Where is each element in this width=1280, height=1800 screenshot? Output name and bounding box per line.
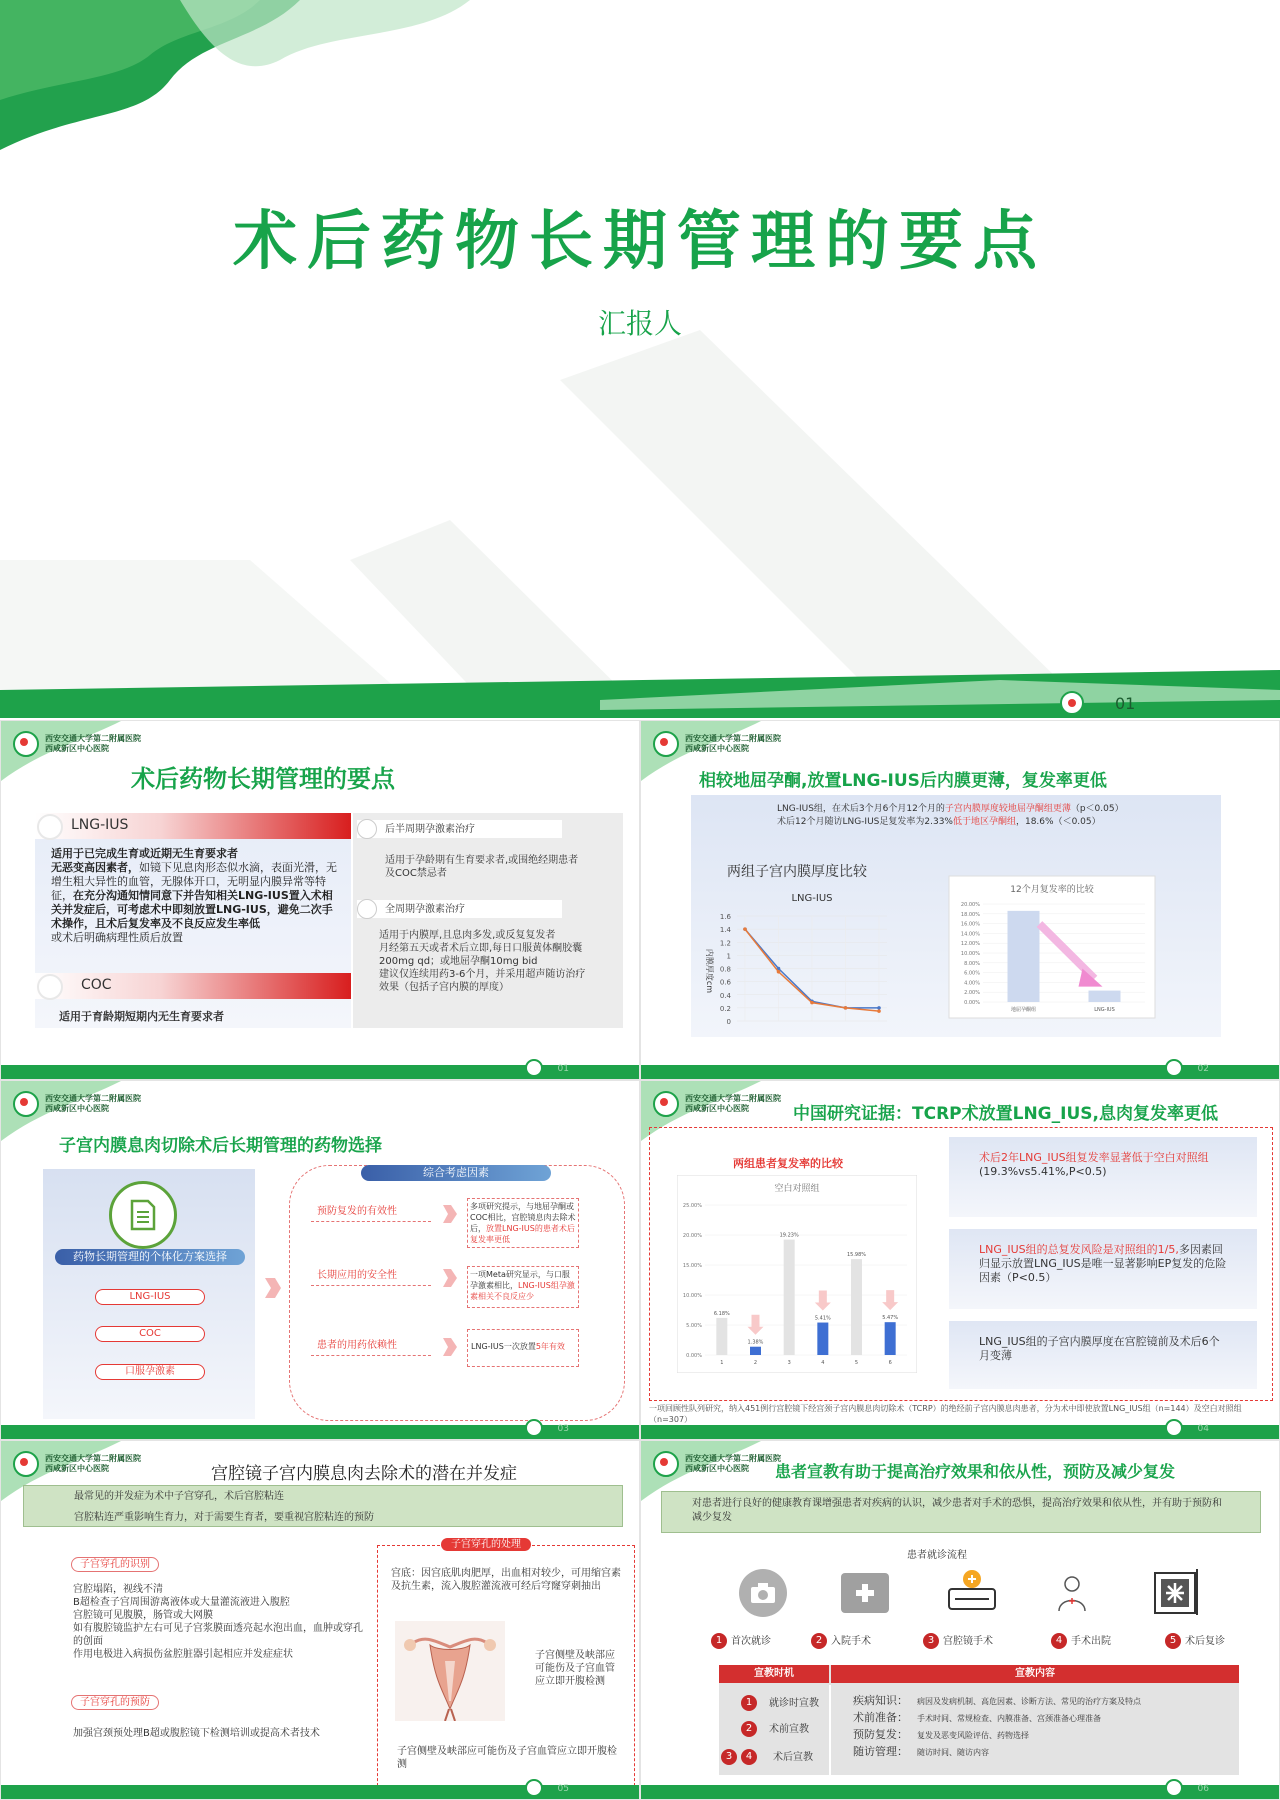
flow-title: 患者就诊流程 bbox=[907, 1550, 967, 1561]
hospital-logo bbox=[653, 731, 781, 757]
step-2-num: 2 bbox=[811, 1633, 827, 1649]
slide-4-page: 04 bbox=[1197, 1424, 1209, 1434]
line-chart-ytick: 1.6 bbox=[719, 913, 731, 921]
r1-text: 适用于孕龄期有生育要求者,或围绝经期患者及COC禁忌者 bbox=[385, 855, 579, 879]
bar2-xtick: 2 bbox=[753, 1360, 758, 1366]
bar2-chart-title: 空白对照组 bbox=[774, 1184, 820, 1194]
line-point bbox=[877, 1009, 881, 1013]
recurrence-rate-chart bbox=[677, 1175, 917, 1373]
s4-footnote: 一项回顾性队列研究，纳入451例行宫腔镜下经宫颈子宫内膜息肉切除术（TCRP）的绝经前子宫内膜息肉患者，分为术中即使放置LNG_IUS组（n=144）及空白对照组（n=307） bbox=[649, 1404, 1242, 1424]
content-row-1 bbox=[853, 1693, 1233, 1710]
factor-2-label: 长期应用的安全性 bbox=[317, 1270, 397, 1281]
time-3 bbox=[721, 1749, 813, 1765]
doctor-icon bbox=[1055, 1573, 1089, 1613]
bar2-bar bbox=[817, 1323, 828, 1355]
slide-2 bbox=[640, 720, 1280, 1080]
bar1-ytick: 10.00% bbox=[960, 951, 980, 957]
factor-2-desc-b: LNG-IUS组孕激素相关不良反应少 bbox=[470, 1281, 575, 1301]
r2-text bbox=[379, 929, 589, 994]
s5-banner2: 宫腔粘连严重影响生育力，对于需要生育者，要重视宫腔粘连的预防 bbox=[74, 1512, 374, 1523]
treat-bottom: 子宫侧壁及峡部应可能伤及子宫血管应立即开腹检测 bbox=[397, 1746, 617, 1770]
hospital-seal-icon bbox=[653, 731, 679, 757]
lng-b1: 适用于已完成生育或近期无生育要求者 bbox=[51, 847, 238, 860]
document-icon bbox=[109, 1181, 177, 1249]
line-point bbox=[810, 1001, 814, 1005]
factor-3-desc bbox=[467, 1329, 579, 1367]
hospital-name-2: 西咸新区中心医院 bbox=[45, 1464, 109, 1473]
step-1-label: 首次就诊 bbox=[731, 1635, 771, 1647]
line-point bbox=[844, 1006, 848, 1010]
slide-1-page: 01 bbox=[557, 1064, 569, 1074]
content-label-1: 疾病知识： bbox=[853, 1694, 908, 1707]
arrow-right-icon bbox=[441, 1334, 459, 1360]
hospital-seal-icon bbox=[13, 731, 39, 757]
footer-logo-icon bbox=[525, 1419, 543, 1437]
bar2-data-label: 15.98% bbox=[846, 1252, 867, 1259]
s2-note2b: 低于地区孕酮组 bbox=[952, 817, 1016, 827]
bar2-data-label: 1.38% bbox=[747, 1339, 764, 1346]
factor-2-desc-a: 一项Meta研究显示，与口服孕激素相比， bbox=[470, 1270, 570, 1290]
hospital-name-1: 西安交通大学第二附属医院 bbox=[45, 1454, 141, 1463]
prev-text: 加强宫颈预处理B超或腹腔镜下检测培训或提高术者技术 bbox=[73, 1728, 320, 1739]
id-item-1: 宫腔塌陷，视线不清 bbox=[73, 1584, 163, 1595]
content-label-3: 预防复发： bbox=[853, 1728, 908, 1741]
recurrence-bar-chart bbox=[931, 874, 1171, 1019]
bar2-xtick: 1 bbox=[720, 1360, 724, 1366]
s2-chart-heading: 两组子宫内膜厚度比较 bbox=[727, 864, 867, 880]
line-chart-ytick: 1 bbox=[726, 952, 731, 961]
slide-5-title: 宫腔镜子宫内膜息肉去除术的潜在并发症 bbox=[211, 1464, 517, 1484]
slide-3-title: 子宫内膜息肉切除术后长期管理的药物选择 bbox=[59, 1136, 382, 1156]
bar1-ytick: 20.00% bbox=[960, 902, 980, 908]
plan-label: 药物长期管理的个体化方案选择 bbox=[55, 1249, 245, 1265]
step-1-num: 1 bbox=[711, 1633, 727, 1649]
step-4-label: 手术出院 bbox=[1071, 1635, 1111, 1647]
hospital-seal-icon bbox=[13, 1451, 39, 1477]
step-4 bbox=[1051, 1633, 1111, 1649]
finding-2a: LNG_IUS组的总复发风险是对照组的1/5, bbox=[979, 1243, 1179, 1256]
lng-ius-text bbox=[51, 847, 341, 945]
s2-note1b: 子宫内膜厚度较地屈孕酮组更薄 bbox=[944, 804, 1071, 814]
bar2-ytick: 25.00% bbox=[682, 1203, 702, 1209]
content-text-4: 随访时间、随访内容 bbox=[917, 1748, 989, 1757]
r2-circle bbox=[357, 899, 377, 919]
bar2-xtick: 3 bbox=[787, 1360, 791, 1366]
bar2-data-label: 5.47% bbox=[882, 1315, 899, 1322]
content-row-2 bbox=[853, 1710, 1233, 1727]
step-2-icon bbox=[841, 1573, 889, 1613]
s5-banner1: 最常见的并发症为术中子宫穿孔，术后宫腔粘连 bbox=[74, 1491, 284, 1502]
id-list bbox=[73, 1583, 363, 1661]
s6-intro: 对患者进行良好的健康教育课增强患者对疾病的认识，减少患者对手术的恐惧，提高治疗效果和依从性，并有助于预防和减少复发 bbox=[661, 1491, 1261, 1533]
content-label-4: 随访管理： bbox=[853, 1745, 908, 1758]
coc-text: 适用于育龄期短期内无生育要求者 bbox=[59, 1010, 224, 1023]
bar1-ytick: 12.00% bbox=[960, 941, 980, 948]
time-2-label: 术前宣教 bbox=[769, 1723, 809, 1735]
hospital-logo bbox=[13, 731, 141, 757]
slide-6-title: 患者宣教有助于提高治疗效果和依从性，预防及减少复发 bbox=[775, 1462, 1176, 1481]
line-point bbox=[777, 970, 781, 974]
bar2-bar bbox=[885, 1322, 896, 1355]
bar1-ytick: 16.00% bbox=[960, 921, 980, 928]
slide-4 bbox=[640, 1080, 1280, 1440]
time-3-label: 术后宣教 bbox=[773, 1751, 813, 1763]
camera-icon bbox=[750, 1582, 776, 1604]
hospital-logo bbox=[13, 1451, 141, 1477]
s2-note1a: LNG-IUS组，在术后3个月6个月12个月的 bbox=[777, 804, 945, 814]
hospital-name-1: 西安交通大学第二附属医院 bbox=[685, 1094, 781, 1103]
cover-page-number: 01 bbox=[1115, 694, 1136, 713]
slide-3-footer bbox=[1, 1425, 639, 1439]
lng-t2: 如镜下见息肉形态似水滴，表面光滑，无增生粗大异性的血管，无腺体开口，无明显内膜异常等特征， bbox=[51, 861, 337, 902]
factor-1-label: 预防复发的有效性 bbox=[317, 1206, 397, 1217]
step-3-label: 宫腔镜手术 bbox=[943, 1635, 993, 1647]
hospital-name-2: 西咸新区中心医院 bbox=[685, 1104, 749, 1113]
step-1-icon bbox=[739, 1569, 787, 1617]
factor-2-line bbox=[311, 1285, 431, 1286]
factor-1-line bbox=[311, 1221, 431, 1222]
content-row-4 bbox=[853, 1744, 1233, 1761]
time-3-num-a: 3 bbox=[721, 1749, 737, 1765]
bar2-ytick: 5.00% bbox=[686, 1323, 702, 1329]
slide-1-title: 术后药物长期管理的要点 bbox=[131, 765, 395, 793]
r1-label: 后半周期孕激素治疗 bbox=[385, 824, 475, 835]
bar1-ytick: 14.00% bbox=[960, 931, 980, 938]
factor-3-desc-a: LNG-IUS一次放置 bbox=[471, 1342, 536, 1351]
line-point bbox=[743, 927, 747, 931]
step-3 bbox=[923, 1633, 993, 1649]
right-panel bbox=[353, 813, 623, 1028]
factor-1-desc-b: 放置LNG-IUS的患者术后复发率更低 bbox=[470, 1224, 575, 1244]
prev-label: 子宫穿孔的预防 bbox=[71, 1695, 159, 1710]
step-4-icon bbox=[1055, 1573, 1089, 1613]
opt-oral: 口服孕激素 bbox=[95, 1364, 205, 1380]
step-5-num: 5 bbox=[1165, 1633, 1181, 1649]
line-chart-ytick: 0.8 bbox=[719, 965, 731, 974]
opt-coc: COC bbox=[95, 1326, 205, 1342]
coc-label: COC bbox=[81, 977, 112, 993]
bar1-ytick: 18.00% bbox=[960, 911, 980, 918]
slide-1-footer bbox=[1, 1065, 639, 1079]
finding-2b: 多因素回归显示放置LNG_IUS是唯一显著影响EP复发的危险因素（P<0.5） bbox=[979, 1243, 1227, 1284]
factor-1-desc bbox=[467, 1198, 579, 1248]
arrow-right-icon bbox=[263, 1273, 283, 1303]
cover-title: 术后药物长期管理的要点 bbox=[233, 205, 1047, 279]
r2-text1: 适用于内膜厚,且息肉多发,或反复复发者 bbox=[379, 930, 556, 941]
s2-note2c: ，18.6%（＜0.05） bbox=[1015, 817, 1101, 827]
bar2-bar bbox=[851, 1259, 862, 1355]
bar1-xtick: 地屈孕酮组 bbox=[1010, 1007, 1037, 1013]
slide-1 bbox=[0, 720, 640, 1080]
hospital-logo bbox=[653, 1091, 781, 1117]
bar2-ytick: 15.00% bbox=[682, 1263, 702, 1269]
finding-1b: (19.3%vs5.41%,P<0.5) bbox=[979, 1165, 1107, 1178]
factor-2-desc bbox=[467, 1266, 579, 1308]
bar1-xtick: LNG-IUS bbox=[1094, 1007, 1115, 1013]
slide-5 bbox=[0, 1440, 640, 1800]
treat-label: 子宫穿孔的处理 bbox=[441, 1538, 531, 1551]
s2-note bbox=[777, 803, 1217, 829]
bar2-chart-frame bbox=[677, 1175, 917, 1373]
bar2-xtick: 6 bbox=[888, 1360, 892, 1366]
time-3-num-b: 4 bbox=[741, 1749, 757, 1765]
time-2 bbox=[741, 1721, 809, 1737]
bar2-data-label: 19.23% bbox=[779, 1232, 799, 1239]
hospital-logo bbox=[653, 1451, 781, 1477]
slide-6-footer bbox=[641, 1785, 1279, 1799]
treat-text: 宫底：因宫底肌肉肥厚，出血相对较少，可用缩宫素及抗生素，流入腹腔灌流液可经后穹窿穿刺抽出 bbox=[391, 1568, 621, 1592]
step-2 bbox=[811, 1633, 871, 1649]
line-chart-ytick: 0.6 bbox=[719, 978, 731, 987]
factor-1-desc-a: 多项研究提示，与地屈孕酮或COC相比，宫腔镜息肉去除术后， bbox=[470, 1202, 576, 1233]
r2-label: 全周期孕激素治疗 bbox=[385, 904, 465, 915]
hospital-icon bbox=[1151, 1567, 1201, 1617]
treat-side: 子宫侧壁及峡部应可能伤及子宫血管应立即开腹检测 bbox=[535, 1650, 615, 1687]
factor-3-desc-b: 5年有效 bbox=[535, 1342, 565, 1351]
hospital-name-1: 西安交通大学第二附属医院 bbox=[685, 734, 781, 743]
step-3-num: 3 bbox=[923, 1633, 939, 1649]
slide-2-title: 相较地屈孕酮,放置LNG-IUS后内膜更薄，复发率更低 bbox=[699, 771, 1107, 791]
bar2-data-label: 6.18% bbox=[713, 1310, 730, 1317]
cover-decoration bbox=[0, 0, 1280, 718]
slide-6-page: 06 bbox=[1197, 1784, 1209, 1794]
s2-note1c: （p＜0.05） bbox=[1070, 804, 1124, 814]
finding-1a: 术后2年LNG_IUS组复发率显著低于空白对照组 bbox=[979, 1151, 1209, 1164]
s2-note2 bbox=[777, 816, 1217, 829]
s2-note1 bbox=[777, 803, 1217, 816]
content-label-2: 术前准备： bbox=[853, 1711, 908, 1724]
content-text-1: 病因及发病机制、高危因素、诊断方法、常见的治疗方案及特点 bbox=[917, 1697, 1141, 1706]
bar2-ytick: 0.00% bbox=[686, 1353, 702, 1359]
r2-text2: 月经第五天或者术后立即,每日口服黄体酮胶囊200mg qd；或地屈孕酮10mg bid bbox=[379, 943, 583, 967]
footer-logo-icon bbox=[1165, 1419, 1183, 1437]
time-1-num: 1 bbox=[741, 1695, 757, 1711]
bar1-ytick: 8.00% bbox=[964, 960, 980, 967]
content-row-3 bbox=[853, 1727, 1233, 1744]
step-5-icon bbox=[1151, 1567, 1201, 1617]
lng-b3: 在充分沟通知情同意下并告知相关LNG-IUS置入术相关并发症后，可考虑术中即刻放置LNG-IUS，避免二次手术操作，且术后复发率及不良反应发生率低 bbox=[51, 889, 333, 930]
id-label: 子宫穿孔的识别 bbox=[71, 1557, 159, 1572]
bar2-ytick: 20.00% bbox=[682, 1233, 702, 1239]
opt-lng: LNG-IUS bbox=[95, 1289, 205, 1305]
content-text-2: 手术时间、常规检查、内膜准备、宫颈准备心理准备 bbox=[917, 1714, 1101, 1723]
factor-3-label: 患者的用药依赖性 bbox=[317, 1340, 397, 1351]
line-chart-ytick: 1.4 bbox=[719, 926, 731, 935]
hospital-name-2: 西咸新区中心医院 bbox=[45, 1104, 109, 1113]
hospital-name-2: 西咸新区中心医院 bbox=[45, 744, 109, 753]
footer-logo-icon bbox=[525, 1779, 543, 1797]
step-2-label: 入院手术 bbox=[831, 1635, 871, 1647]
lng-ius-label: LNG-IUS bbox=[71, 817, 129, 833]
step-3-icon bbox=[947, 1569, 997, 1617]
line-chart-title: LNG-IUS bbox=[791, 893, 833, 904]
slide-6 bbox=[640, 1440, 1280, 1800]
edu-divider bbox=[829, 1685, 831, 1775]
edu-th1: 宣教时机 bbox=[719, 1665, 829, 1683]
hospital-name-2: 西咸新区中心医院 bbox=[685, 1464, 749, 1473]
line-point bbox=[877, 1006, 881, 1010]
id-item-4: 如有腹腔镜监护左右可见子宫浆膜面透亮起水泡出血，血肿或穿孔的创面 bbox=[73, 1623, 363, 1647]
finding-2 bbox=[949, 1229, 1257, 1309]
bar2-bar bbox=[784, 1240, 795, 1355]
slide-5-page: 05 bbox=[557, 1784, 569, 1794]
slide-2-footer bbox=[641, 1065, 1279, 1079]
finding-3: LNG_IUS组的子宫内膜厚度在宫腔镜前及术后6个月变薄 bbox=[949, 1321, 1257, 1389]
time-2-num: 2 bbox=[741, 1721, 757, 1737]
slide-3-page: 03 bbox=[557, 1424, 569, 1434]
factor-header: 综合考虑因素 bbox=[361, 1165, 551, 1181]
hospital-logo bbox=[13, 1091, 141, 1117]
step-4-num: 4 bbox=[1051, 1633, 1067, 1649]
hospital-name-2: 西咸新区中心医院 bbox=[685, 744, 749, 753]
slide-4-title: 中国研究证据：TCRP术放置LNG_IUS,息肉复发率更低 bbox=[793, 1104, 1218, 1124]
time-1 bbox=[741, 1695, 819, 1711]
time-1-label: 就诊时宣教 bbox=[769, 1697, 819, 1709]
lng-b2: 无恶变高因素者， bbox=[51, 861, 139, 874]
step-5 bbox=[1165, 1633, 1225, 1649]
coc-circle bbox=[37, 974, 63, 1000]
r2-text3: 建议仅连续用药3-6个月，并采用超声随访治疗效果（包括子宫内膜的厚度） bbox=[379, 969, 586, 993]
line-chart-ytick: 1.2 bbox=[719, 939, 731, 948]
s5-banner bbox=[23, 1485, 623, 1527]
cover-subtitle: 汇报人 bbox=[597, 307, 682, 340]
surgery-device-icon bbox=[947, 1569, 997, 1617]
hospital-name-1: 西安交通大学第二附属医院 bbox=[685, 1454, 781, 1463]
id-item-5: 作用电极进入病损伤盆腔脏器引起相应并发症症状 bbox=[73, 1649, 293, 1660]
footer-logo-icon bbox=[525, 1059, 543, 1077]
hospital-seal-icon bbox=[653, 1091, 679, 1117]
thickness-line-chart bbox=[697, 876, 947, 1036]
bar2-xtick: 5 bbox=[854, 1360, 859, 1366]
bar1-ytick: 0.00% bbox=[964, 1000, 980, 1006]
factor-3-line bbox=[311, 1355, 431, 1356]
bar1-ytick: 2.00% bbox=[964, 990, 980, 997]
finding-1 bbox=[949, 1137, 1257, 1217]
slide-3 bbox=[0, 1080, 640, 1440]
bar2-bar bbox=[750, 1347, 761, 1355]
bar1-chart-title: 12个月复发率的比较 bbox=[1010, 885, 1094, 895]
edu-th2: 宣教内容 bbox=[831, 1665, 1239, 1683]
lng-ius-circle bbox=[37, 814, 63, 840]
line-chart-ytick: 0 bbox=[726, 1018, 731, 1026]
content-list bbox=[853, 1693, 1233, 1761]
s4-chart-heading: 两组患者复发率的比较 bbox=[733, 1157, 843, 1170]
lng-t3: 或术后明确病理性质后放置 bbox=[51, 931, 183, 944]
id-item-2: B超检查子宫周围游离液体或大量灌流液进入腹腔 bbox=[73, 1597, 290, 1608]
line-chart-ytick: 0.2 bbox=[719, 1004, 731, 1013]
slide-5-footer bbox=[1, 1785, 639, 1799]
bar1-ytick: 4.00% bbox=[964, 980, 980, 987]
step-5-label: 术后复诊 bbox=[1185, 1635, 1225, 1647]
arrow-right-icon bbox=[441, 1201, 459, 1227]
slide-2-page: 02 bbox=[1197, 1064, 1209, 1074]
bar2-bar bbox=[716, 1318, 727, 1355]
arrow-right-icon bbox=[441, 1265, 459, 1291]
footer-logo-icon bbox=[1165, 1059, 1183, 1077]
bar2-xtick: 4 bbox=[821, 1360, 825, 1366]
bar2-data-label: 5.41% bbox=[814, 1315, 831, 1322]
hospital-seal-icon bbox=[13, 1091, 39, 1117]
bar1-ytick: 6.00% bbox=[964, 970, 980, 977]
s2-note2a: 术后12个月随访LNG-IUS足复发率为2.33% bbox=[777, 817, 953, 827]
id-item-3: 宫腔镜可见腹膜，肠管或大网膜 bbox=[73, 1610, 213, 1621]
cover-slide bbox=[0, 0, 1280, 718]
content-text-3: 复发及恶变风险评估、药物选择 bbox=[917, 1731, 1029, 1740]
bar1-bar bbox=[1089, 991, 1121, 1002]
medical-cross-icon bbox=[855, 1583, 875, 1603]
hospital-name-1: 西安交通大学第二附属医院 bbox=[45, 734, 141, 743]
bar1-bar bbox=[1008, 911, 1040, 1002]
step-1 bbox=[711, 1633, 771, 1649]
lng-b2-line bbox=[51, 861, 341, 931]
bar2-ytick: 10.00% bbox=[682, 1293, 702, 1299]
line-chart-ytick: 0.4 bbox=[719, 991, 731, 1000]
uterus-illustration bbox=[395, 1621, 505, 1721]
line-chart-ylabel: 内膜厚度cm bbox=[705, 948, 714, 994]
hospital-name-1: 西安交通大学第二附属医院 bbox=[45, 1094, 141, 1103]
footer-logo-icon bbox=[1165, 1779, 1183, 1797]
r1-circle bbox=[357, 819, 377, 839]
slide-4-footer bbox=[641, 1425, 1279, 1439]
hospital-seal-icon bbox=[653, 1451, 679, 1477]
